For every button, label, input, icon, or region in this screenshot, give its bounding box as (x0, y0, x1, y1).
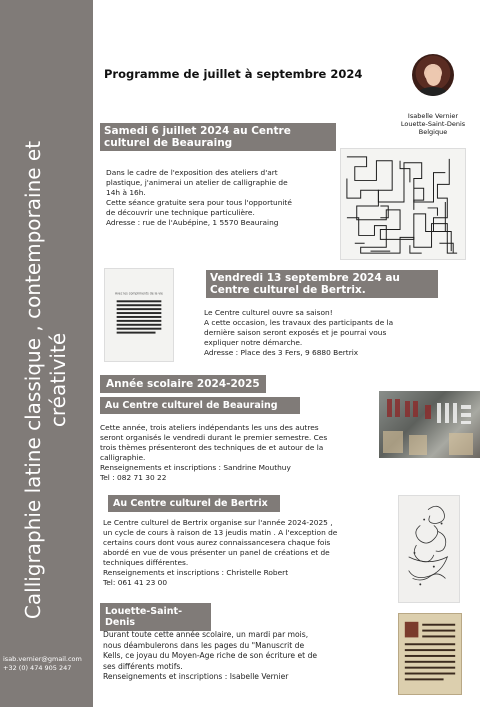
sidebar (0, 0, 93, 707)
event2-heading: Vendredi 13 septembre 2024 au Centre culturel de Bertrix. (206, 270, 438, 298)
bertrix-heading: Au Centre culturel de Bertrix (108, 495, 280, 512)
beauraing-heading: Au Centre culturel de Beauraing (100, 397, 300, 414)
event2-line: expliquer notre démarche. (204, 338, 303, 347)
contact-phone: +32 (0) 474 905 247 (3, 664, 72, 672)
calligraphy-swirl-image (398, 495, 460, 603)
beauraing-text (100, 423, 372, 483)
louette-line: nous déambulerons dans les pages du "Manuscrit de (103, 640, 305, 650)
beauraing-line: calligraphie. (100, 453, 146, 462)
beauraing-line: trois thèmes présenteront des techniques de et autour de la (100, 443, 324, 452)
event2-line: Adresse : Place des 3 Fers, 9 6880 Bertrix (204, 348, 359, 357)
event2-text (204, 308, 424, 358)
event1-heading: Samedi 6 juillet 2024 au Centre culturel de Beauraing (100, 123, 336, 151)
event1-line: plastique, j'animerai un atelier de calligraphie de (106, 178, 288, 187)
paper-caption: Avec les compliments de la vie (115, 291, 163, 296)
beauraing-line: Cette année, trois ateliers indépendants les uns des autres (100, 423, 319, 432)
bertrix-line: Le Centre culturel de Bertrix organise sur l'année 2024-2025 , (103, 518, 333, 527)
year-heading: Année scolaire 2024-2025 (100, 375, 266, 393)
event2-line: Le Centre culturel ouvre sa saison! (204, 308, 333, 317)
calligraphy-letters-image (379, 391, 480, 458)
louette-line: ses différents motifs. (103, 661, 183, 671)
event1-line: Dans le cadre de l'exposition des ateliers d'art (106, 168, 278, 177)
calligraphy-maze-image (340, 148, 466, 260)
author-location: Louette-Saint-Denis (400, 120, 466, 128)
louette-line: Durant toute cette année scolaire, un mardi par mois, (103, 630, 309, 639)
louette-line: Renseignements et inscriptions : Isabelle Vernier (103, 672, 289, 681)
event1-line: Cette séance gratuite sera pour tous l'opportunité (106, 198, 292, 207)
bertrix-line: certains cours dont vous aurez connaissancesera chaque fois (103, 538, 331, 547)
beauraing-line: seront organisés le vendredi durant le premier semestre. Ces (100, 433, 328, 442)
bertrix-line: abordé en vue de vous présenter un panel de créations et de (103, 548, 330, 557)
beauraing-line: Renseignements et inscriptions : Sandrine Mouthuy (100, 463, 291, 472)
beauraing-line: Tel : 082 71 30 22 (100, 473, 167, 482)
event2-line: dernière saison seront exposés et je pourrai vous (204, 328, 387, 337)
louette-line: Kells, ce joyau du Moyen-Age riche de son écriture et de (103, 651, 318, 660)
event1-line: 14h à 16h. (106, 188, 146, 197)
bertrix-line: techniques différentes. (103, 558, 189, 567)
calligraphy-paper-image (104, 268, 174, 362)
author-block (390, 112, 476, 136)
sidebar-title: Calligraphie latine classique , contemporaine et créativité (21, 140, 70, 620)
louette-heading: Louette-Saint-Denis (100, 603, 211, 631)
event1-line: de découvrir une technique particulière. (106, 208, 255, 217)
contact-email[interactable]: isab.vernier@gmail.com (3, 655, 82, 663)
event2-line: A cette occasion, les travaux des participants de la (204, 318, 394, 327)
author-country: Belgique (418, 128, 448, 136)
page-title: Programme de juillet à septembre 2024 (104, 67, 363, 81)
manuscript-image (398, 613, 462, 695)
author-photo (412, 54, 454, 96)
author-name: Isabelle Vernier (407, 112, 459, 120)
bertrix-text (103, 518, 387, 588)
louette-text (103, 630, 383, 683)
event1-text (106, 168, 336, 228)
bertrix-line: Tel: 061 41 23 00 (103, 578, 168, 587)
bertrix-line: Renseignements et inscriptions : Christelle Robert (103, 568, 289, 577)
bertrix-line: un cycle de cours à raison de 13 jeudis matin . A l'exception de (103, 528, 338, 537)
event1-line: Adresse : rue de l'Aubépine, 1 5570 Beauraing (106, 218, 279, 227)
